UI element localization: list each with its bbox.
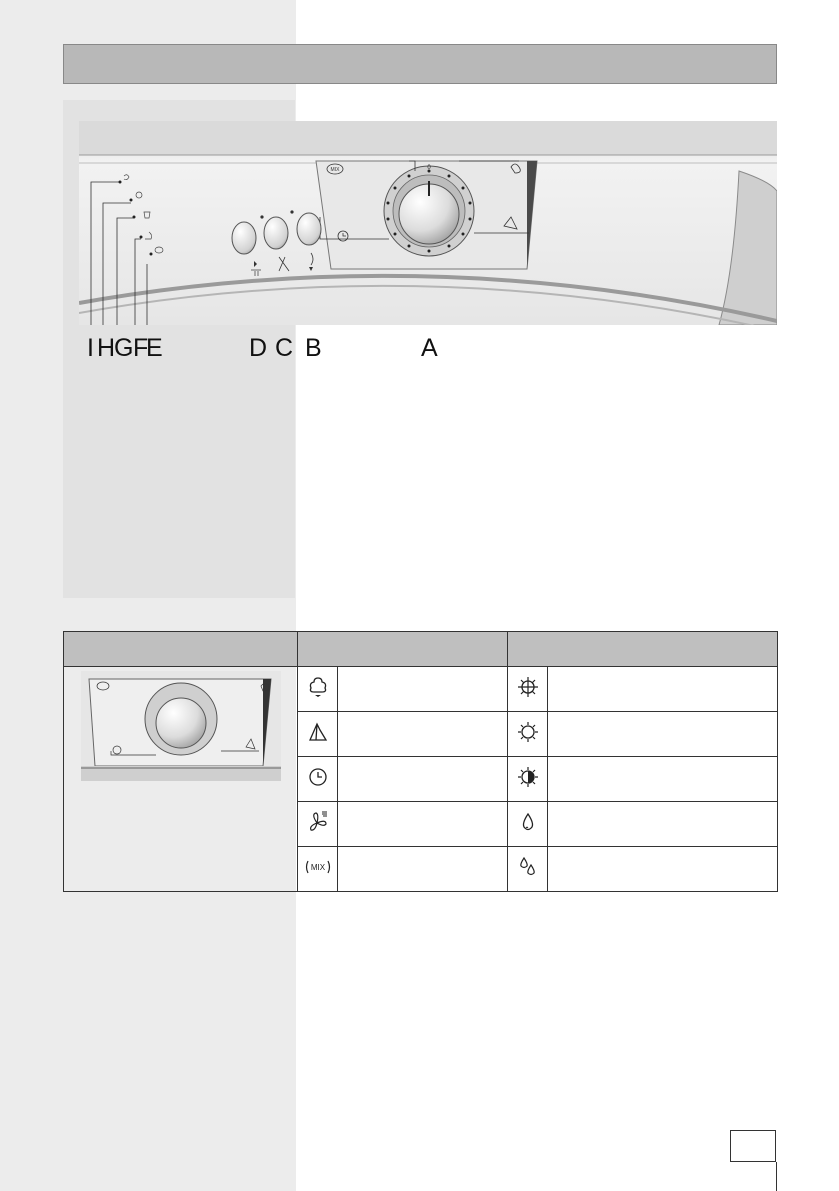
label-D: D <box>249 334 268 362</box>
label-G: G <box>114 334 134 362</box>
table-row <box>64 667 778 712</box>
mix-icon <box>303 855 333 879</box>
page-margin-line <box>776 1162 777 1191</box>
synthetics-icon <box>306 720 330 744</box>
label-H: H <box>97 334 116 362</box>
dial-thumbnail-cell <box>64 667 298 892</box>
extra-dry-icon-cell <box>508 667 548 712</box>
control-panel-illustration <box>79 121 777 325</box>
table-header-cell <box>298 632 508 667</box>
timer-icon-cell <box>298 757 338 802</box>
program-desc <box>338 757 508 802</box>
label-F: F <box>133 334 149 362</box>
label-A: A <box>421 334 438 362</box>
dryness-desc <box>548 847 778 892</box>
extra-damp-icon <box>516 855 540 879</box>
label-E: E <box>146 334 163 362</box>
damp-icon-cell <box>508 802 548 847</box>
timer-icon <box>306 765 330 789</box>
cupboard-dry-icon <box>516 720 540 744</box>
table-header-row <box>64 632 778 667</box>
extra-damp-icon-cell <box>508 847 548 892</box>
program-table <box>63 631 778 892</box>
label-C: C <box>275 334 294 362</box>
iron-dry-icon <box>516 765 540 789</box>
page-number-box <box>730 1130 776 1162</box>
iron-dry-icon-cell <box>508 757 548 802</box>
dryness-desc <box>548 712 778 757</box>
dial-panel-thumbnail <box>81 671 281 781</box>
svg-text:MIX: MIX <box>330 167 340 173</box>
synthetics-icon-cell <box>298 712 338 757</box>
label-B: B <box>305 334 322 362</box>
program-desc <box>338 667 508 712</box>
dryness-desc <box>548 667 778 712</box>
dryness-desc <box>548 802 778 847</box>
panel-reference-letters <box>0 334 839 362</box>
program-desc <box>338 847 508 892</box>
extra-dry-icon <box>516 675 540 699</box>
program-desc <box>338 712 508 757</box>
section-title-bar <box>63 44 777 84</box>
airing-icon-cell <box>298 802 338 847</box>
damp-icon <box>516 810 540 834</box>
table-header-cell <box>508 632 778 667</box>
label-I: I <box>87 334 94 362</box>
program-desc <box>338 802 508 847</box>
mix-icon-cell <box>298 847 338 892</box>
cotton-icon-cell <box>298 667 338 712</box>
cupboard-dry-icon-cell <box>508 712 548 757</box>
svg-text:MIX: MIX <box>310 862 325 872</box>
svg-text:0: 0 <box>427 165 431 171</box>
table-header-cell <box>64 632 298 667</box>
airing-icon <box>306 810 330 834</box>
cotton-icon <box>306 675 330 699</box>
dryness-desc <box>548 757 778 802</box>
